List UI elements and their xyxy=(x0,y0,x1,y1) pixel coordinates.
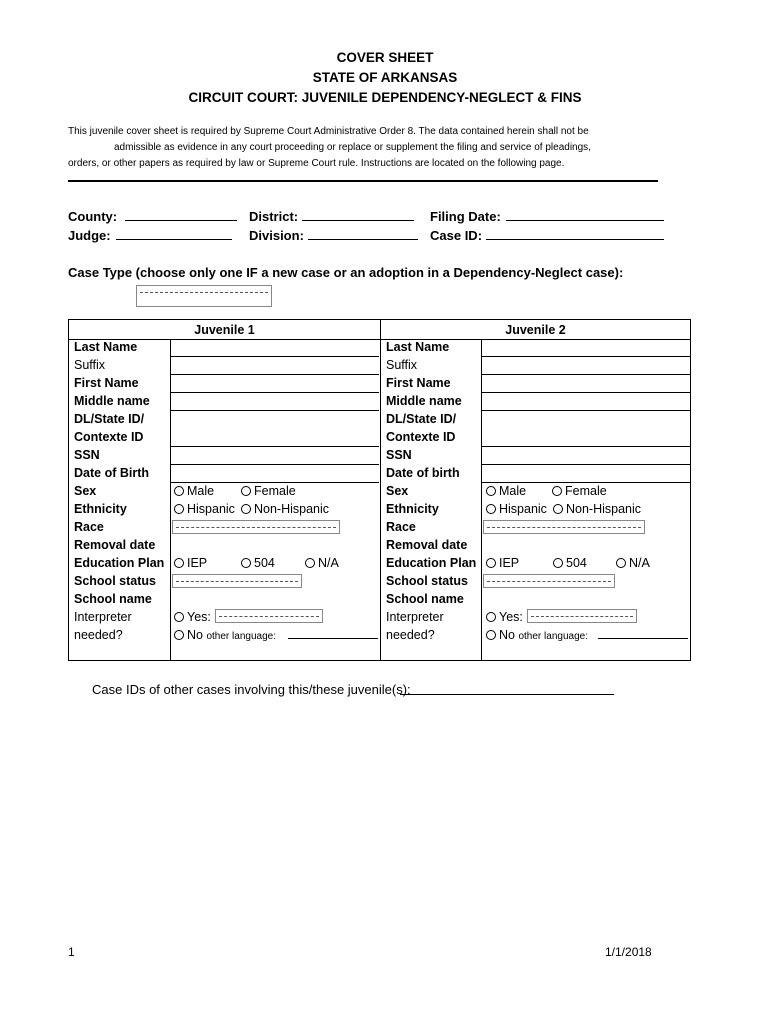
j1-suffix-label: Suffix xyxy=(74,358,106,372)
radio-icon[interactable] xyxy=(174,558,184,568)
county-label: County: xyxy=(68,209,118,224)
j1-sex-label: Sex xyxy=(74,484,97,498)
district-input[interactable] xyxy=(302,208,414,221)
radio-icon[interactable] xyxy=(241,504,251,514)
table-row-line xyxy=(170,356,379,357)
j1-race-dropdown[interactable] xyxy=(172,520,340,534)
j1-dl-state-id-label: DL/State ID/ xyxy=(74,412,145,426)
j2-school-name-label: School name xyxy=(386,592,464,606)
radio-icon[interactable] xyxy=(486,558,496,568)
j1-ethnicity-non-hispanic[interactable] xyxy=(241,500,329,518)
j2-first-name-label: First Name xyxy=(386,376,451,390)
j2-race-dropdown[interactable] xyxy=(483,520,645,534)
title-cover-sheet: COVER SHEET xyxy=(336,50,434,65)
j2-middle-name-label: Middle name xyxy=(386,394,462,408)
table-row-line xyxy=(170,464,379,465)
table-row-line xyxy=(481,446,691,447)
intro-line-2: admissible as evidence in any court proceeding or replace or supplement the filing and service of pleadings, xyxy=(114,142,591,153)
j2-504-text: 504 xyxy=(566,556,587,570)
title-state: STATE OF ARKANSAS xyxy=(312,70,458,85)
table-col-line-1 xyxy=(170,339,171,660)
j1-non-hispanic-text: Non-Hispanic xyxy=(254,502,330,516)
radio-icon[interactable] xyxy=(553,504,563,514)
j1-no-text: No xyxy=(187,628,203,642)
j2-iep-text: IEP xyxy=(499,556,520,570)
case-type-dropdown[interactable] xyxy=(136,285,272,307)
judge-label: Judge: xyxy=(68,228,111,243)
radio-icon[interactable] xyxy=(553,558,563,568)
page-number: 1 xyxy=(68,945,75,959)
radio-icon[interactable] xyxy=(174,612,184,622)
county-field[interactable] xyxy=(68,208,237,224)
radio-icon[interactable] xyxy=(305,558,315,568)
case-id-field[interactable] xyxy=(430,227,664,243)
county-input[interactable] xyxy=(125,208,237,221)
j1-na-text: N/A xyxy=(318,556,339,570)
j1-needed-label: needed? xyxy=(74,628,123,642)
table-header-line xyxy=(69,339,690,340)
case-id-label: Case ID: xyxy=(430,228,483,243)
j1-school-name-label: School name xyxy=(74,592,152,606)
separator xyxy=(68,180,658,182)
table-row-line xyxy=(170,374,379,375)
j2-ethnicity-non-hispanic[interactable] xyxy=(553,500,641,518)
j1-education-plan-label: Education Plan xyxy=(74,556,165,570)
radio-icon[interactable] xyxy=(241,558,251,568)
j2-ethnicity-hispanic[interactable] xyxy=(486,500,547,518)
j1-edu-504[interactable] xyxy=(241,554,275,572)
j1-race-label: Race xyxy=(74,520,104,534)
j2-needed-label: needed? xyxy=(386,628,435,642)
j1-504-text: 504 xyxy=(254,556,275,570)
table-divider-middle xyxy=(380,320,381,660)
filing-date-field[interactable] xyxy=(430,208,664,224)
judge-field[interactable] xyxy=(68,227,232,243)
j2-edu-iep[interactable] xyxy=(486,554,519,572)
j1-interpreter-yes[interactable] xyxy=(174,608,211,626)
radio-icon[interactable] xyxy=(174,630,184,640)
division-field[interactable] xyxy=(249,227,418,243)
j2-school-status-dropdown[interactable] xyxy=(483,574,615,588)
j2-yes-text: Yes: xyxy=(499,610,523,624)
j2-language-dropdown[interactable] xyxy=(527,609,637,623)
j1-dob-label: Date of Birth xyxy=(74,466,149,480)
case-type-label: Case Type (choose only one IF a new case or an adoption in a Dependency-Neglect case): xyxy=(68,265,624,280)
j1-first-name-label: First Name xyxy=(74,376,139,390)
j1-contexte-id-label: Contexte ID xyxy=(74,430,144,444)
division-input[interactable] xyxy=(308,227,418,240)
j1-school-status-label: School status xyxy=(74,574,156,588)
j1-sex-female[interactable] xyxy=(241,482,296,500)
other-cases-label: Case IDs of other cases involving this/these juvenile(s): xyxy=(92,682,411,697)
j2-last-name-label: Last Name xyxy=(386,340,450,354)
j1-removal-date-label: Removal date xyxy=(74,538,156,552)
title-court: CIRCUIT COURT: JUVENILE DEPENDENCY-NEGLECT & FINS xyxy=(188,90,582,105)
j2-interpreter-yes[interactable] xyxy=(486,608,523,626)
intro-line-1: This juvenile cover sheet is required by Supreme Court Administrative Order 8. The data contained herein shall not be xyxy=(68,126,589,137)
district-field[interactable] xyxy=(249,208,414,224)
radio-icon[interactable] xyxy=(486,504,496,514)
case-id-input[interactable] xyxy=(486,227,664,240)
j2-edu-na[interactable] xyxy=(616,554,650,572)
juvenile-1-header: Juvenile 1 xyxy=(194,323,255,337)
table-row-line xyxy=(481,464,691,465)
j2-sex-label: Sex xyxy=(386,484,409,498)
table-col-line-2 xyxy=(481,339,482,660)
j2-edu-504[interactable] xyxy=(553,554,587,572)
j1-ethnicity-hispanic[interactable] xyxy=(174,500,235,518)
j1-hispanic-text: Hispanic xyxy=(187,502,235,516)
table-row-line xyxy=(481,374,691,375)
j1-sex-male[interactable] xyxy=(174,482,214,500)
intro-line-3: orders, or other papers as required by law or Supreme Court rule. Instructions are located on the following page. xyxy=(68,158,565,169)
j1-interpreter-no[interactable] xyxy=(174,626,276,646)
j1-other-language-label: other language: xyxy=(206,631,276,642)
j2-suffix-label: Suffix xyxy=(386,358,418,372)
j2-dl-state-id-label: DL/State ID/ xyxy=(386,412,457,426)
j2-ssn-label: SSN xyxy=(386,448,412,462)
j1-edu-iep[interactable] xyxy=(174,554,207,572)
j1-other-language-input[interactable] xyxy=(288,638,378,639)
j1-school-status-dropdown[interactable] xyxy=(172,574,302,588)
table-row-line xyxy=(481,392,691,393)
district-label: District: xyxy=(249,209,299,224)
j2-race-label: Race xyxy=(386,520,416,534)
j2-dob-label: Date of birth xyxy=(386,466,460,480)
j2-sex-male[interactable] xyxy=(486,482,526,500)
table-row-line xyxy=(170,410,379,411)
j2-sex-female[interactable] xyxy=(552,482,607,500)
j2-education-plan-label: Education Plan xyxy=(386,556,477,570)
j2-other-language-input[interactable] xyxy=(598,638,688,639)
table-row-line xyxy=(481,410,691,411)
radio-icon[interactable] xyxy=(174,486,184,496)
j2-interpreter-no[interactable] xyxy=(486,626,588,646)
j2-other-language-label: other language: xyxy=(518,631,588,642)
j1-edu-na[interactable] xyxy=(305,554,339,572)
j2-removal-date-label: Removal date xyxy=(386,538,468,552)
radio-icon[interactable] xyxy=(241,486,251,496)
other-cases-input[interactable] xyxy=(400,694,614,695)
j2-female-text: Female xyxy=(565,484,607,498)
footer-date: 1/1/2018 xyxy=(605,945,652,959)
j1-male-text: Male xyxy=(187,484,215,498)
j2-no-text: No xyxy=(499,628,515,642)
j2-school-status-label: School status xyxy=(386,574,468,588)
radio-icon[interactable] xyxy=(616,558,626,568)
radio-icon[interactable] xyxy=(552,486,562,496)
j1-ethnicity-label: Ethnicity xyxy=(74,502,127,516)
filing-date-input[interactable] xyxy=(506,208,664,221)
juvenile-2-header: Juvenile 2 xyxy=(505,323,566,337)
j1-female-text: Female xyxy=(254,484,296,498)
j2-non-hispanic-text: Non-Hispanic xyxy=(566,502,642,516)
radio-icon[interactable] xyxy=(486,630,496,640)
j1-language-dropdown[interactable] xyxy=(215,609,323,623)
table-row-line xyxy=(481,356,691,357)
table-row-line xyxy=(170,446,379,447)
j1-middle-name-label: Middle name xyxy=(74,394,150,408)
j2-interpreter-label: Interpreter xyxy=(386,610,444,624)
filing-date-label: Filing Date: xyxy=(430,209,501,224)
radio-icon[interactable] xyxy=(174,504,184,514)
radio-icon[interactable] xyxy=(486,612,496,622)
j2-hispanic-text: Hispanic xyxy=(499,502,547,516)
j1-ssn-label: SSN xyxy=(74,448,100,462)
j2-ethnicity-label: Ethnicity xyxy=(386,502,439,516)
j1-interpreter-label: Interpreter xyxy=(74,610,132,624)
radio-icon[interactable] xyxy=(486,486,496,496)
j1-yes-text: Yes: xyxy=(187,610,211,624)
division-label: Division: xyxy=(249,228,304,243)
j1-iep-text: IEP xyxy=(187,556,208,570)
j2-male-text: Male xyxy=(499,484,527,498)
judge-input[interactable] xyxy=(116,227,232,240)
table-row-line xyxy=(170,392,379,393)
j2-contexte-id-label: Contexte ID xyxy=(386,430,456,444)
j1-last-name-label: Last Name xyxy=(74,340,138,354)
j2-na-text: N/A xyxy=(629,556,650,570)
